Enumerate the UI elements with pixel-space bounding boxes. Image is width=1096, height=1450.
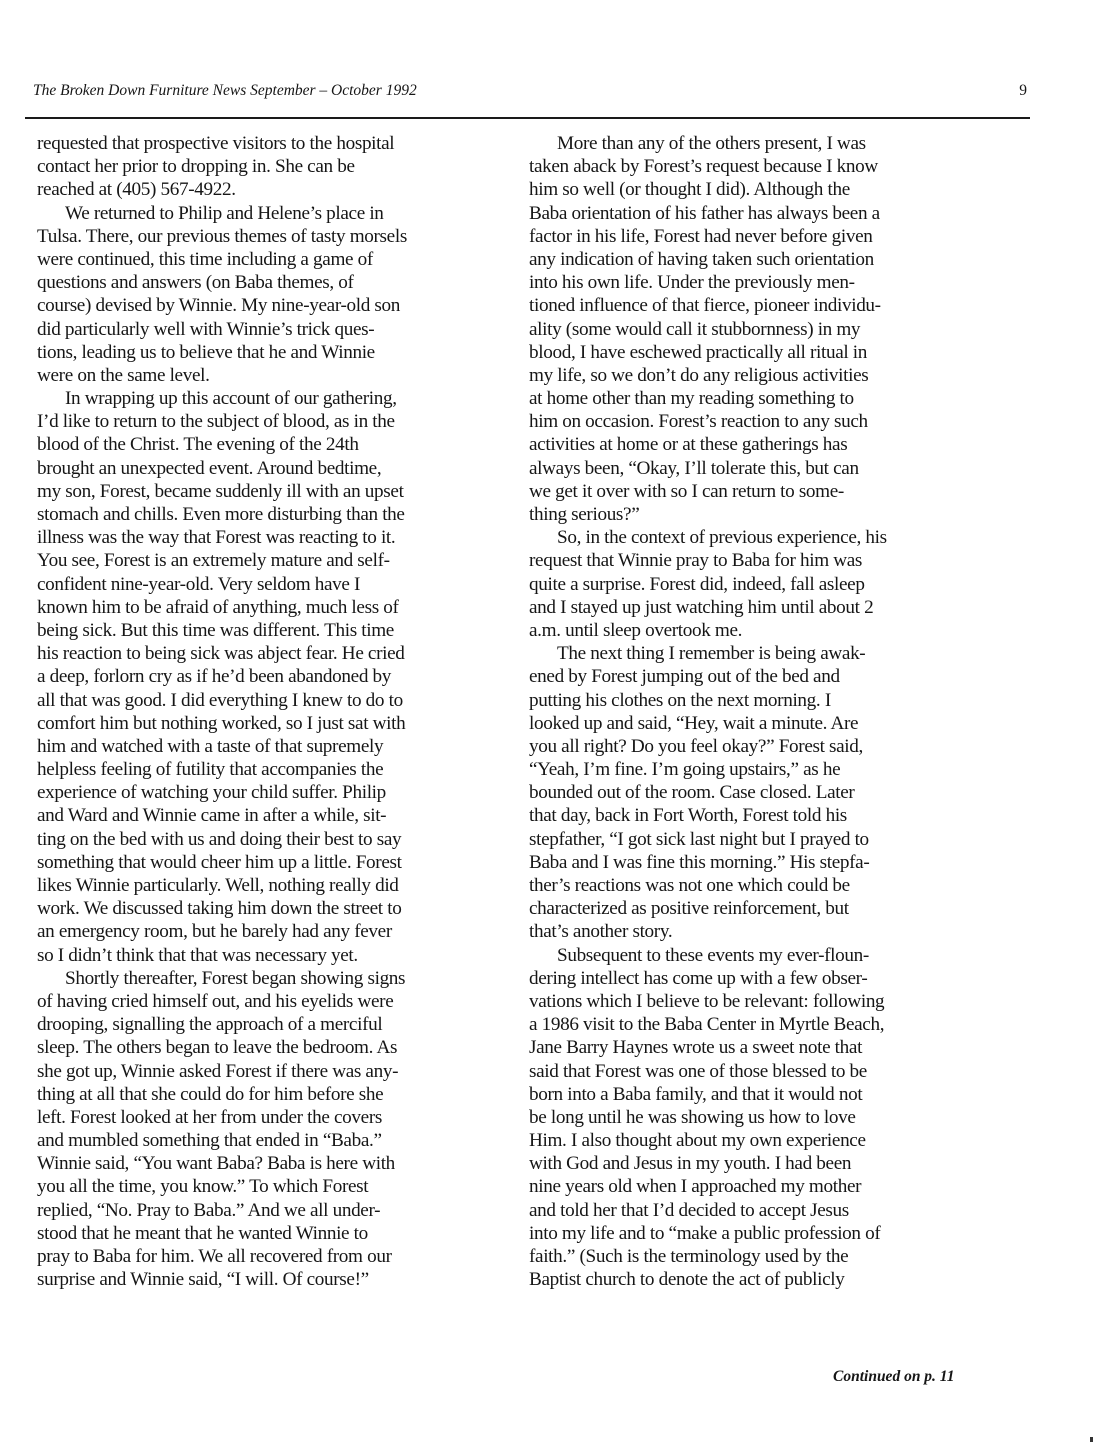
text-line: Baba orientation of his father has always been a xyxy=(529,202,880,224)
text-line: stood that he meant that he wanted Winnie to xyxy=(37,1222,368,1244)
text-line: Baba and I was fine this morning.” His stepfa- xyxy=(529,851,870,873)
text-line: always been, “Okay, I’ll tolerate this, but can xyxy=(529,457,859,479)
text-line: we get it over with so I can return to some- xyxy=(529,480,844,502)
text-line: ality (some would call it stubbornness) in my xyxy=(529,318,861,340)
text-line: said that Forest was one of those blessed to be xyxy=(529,1060,867,1082)
text-line: stomach and chills. Even more disturbing than the xyxy=(37,504,405,525)
text-line: ened by Forest jumping out of the bed and xyxy=(529,666,840,688)
text-line: Baptist church to denote the act of publicly xyxy=(529,1269,845,1291)
text-line: looked up and said, “Hey, wait a minute. Are xyxy=(529,712,859,734)
text-line: of having cried himself out, and his eyelids were xyxy=(37,990,394,1012)
page-number: 9 xyxy=(1019,82,1027,99)
text-line: something that would cheer him up a little. Forest xyxy=(37,851,402,873)
text-line: be long until he was showing us how to love xyxy=(529,1106,856,1128)
text-line: Tulsa. There, our previous themes of tasty morsels xyxy=(37,225,407,247)
text-line: so I didn’t think that that was necessary yet. xyxy=(37,944,358,966)
text-line: Him. I also thought about my own experience xyxy=(529,1130,866,1152)
text-line: did particularly well with Winnie’s trick ques- xyxy=(37,318,375,340)
left-column xyxy=(37,132,497,1291)
text-line: him and watched with a taste of that supremely xyxy=(37,735,384,757)
text-line: putting his clothes on the next morning. I xyxy=(529,689,831,711)
text-line: being sick. But this time was different. This time xyxy=(37,619,394,641)
running-header xyxy=(33,82,1033,106)
text-line: tions, leading us to believe that he and Winnie xyxy=(37,341,375,363)
text-line: contact her prior to dropping in. She can be xyxy=(37,156,355,178)
text-line: that day, back in Fort Worth, Forest told his xyxy=(529,805,847,827)
text-line: ther’s reactions was not one which could be xyxy=(529,875,850,896)
text-line: In wrapping up this account of our gathering, xyxy=(65,388,397,410)
text-line: pray to Baba for him. We all recovered from our xyxy=(37,1246,392,1267)
text-line: We returned to Philip and Helene’s place in xyxy=(65,202,384,224)
text-line: a 1986 visit to the Baba Center in Myrtle Beach, xyxy=(529,1014,885,1036)
text-line: experience of watching your child suffer. Philip xyxy=(37,782,386,804)
text-line: bounded out of the room. Case closed. Later xyxy=(529,782,855,804)
text-line: activities at home or at these gatherings has xyxy=(529,434,848,456)
text-line: ting on the bed with us and doing their best to say xyxy=(37,828,402,850)
text-line: Winnie said, “You want Baba? Baba is here with xyxy=(37,1153,395,1175)
text-line: course) devised by Winnie. My nine-year-old son xyxy=(37,295,401,317)
text-line: comfort him but nothing worked, so I just sat with xyxy=(37,712,406,734)
text-line: Jane Barry Haynes wrote us a sweet note that xyxy=(529,1037,863,1059)
text-line: into my life and to “make a public profession of xyxy=(529,1222,881,1244)
text-line: questions and answers (on Baba themes, of xyxy=(37,272,354,294)
text-line: blood of the Christ. The evening of the 24th xyxy=(37,434,359,456)
header-rule xyxy=(25,117,1030,119)
text-line: illness was the way that Forest was reacting to it. xyxy=(37,527,396,549)
text-line: my son, Forest, became suddenly ill with an upset xyxy=(37,480,404,502)
text-line: blood, I have eschewed practically all ritual in xyxy=(529,341,868,363)
text-line: an emergency room, but he barely had any fever xyxy=(37,921,392,943)
text-line: helpless feeling of futility that accompanies the xyxy=(37,759,384,781)
text-line: faith.” (Such is the terminology used by the xyxy=(529,1246,849,1267)
text-line: thing serious?” xyxy=(529,504,640,525)
text-line: drooping, signalling the approach of a merciful xyxy=(37,1014,383,1036)
text-line: replied, “No. Pray to Baba.” And we all under- xyxy=(37,1199,381,1221)
text-line: him so well (or thought I did). Although the xyxy=(529,179,850,201)
text-line: known him to be afraid of anything, much less of xyxy=(37,596,399,618)
text-line: you all right? Do you feel okay?” Forest said, xyxy=(529,735,863,757)
text-line: vations which I believe to be relevant: following xyxy=(529,990,885,1012)
text-line: reached at (405) 567-4922. xyxy=(37,179,236,201)
text-line: Subsequent to these events my ever-floun- xyxy=(557,944,869,966)
text-line: characterized as positive reinforcement, but xyxy=(529,898,849,920)
text-line: at home other than my reading something to xyxy=(529,388,854,410)
scan-mark xyxy=(1090,1437,1093,1442)
text-line: quite a surprise. Forest did, indeed, fall asleep xyxy=(529,573,865,595)
text-line: I’d like to return to the subject of blood, as in the xyxy=(37,411,395,433)
right-column xyxy=(529,132,999,1291)
text-line: my life, so we don’t do any religious activities xyxy=(529,364,869,386)
text-line: into his own life. Under the previously men- xyxy=(529,272,855,294)
text-line: requested that prospective visitors to the hospital xyxy=(37,133,395,154)
text-line: sleep. The others began to leave the bedroom. As xyxy=(37,1037,398,1059)
text-line: taken aback by Forest’s request because I know xyxy=(529,156,878,178)
text-line: brought an unexpected event. Around bedtime, xyxy=(37,457,382,479)
text-line: left. Forest looked at her from under the covers xyxy=(37,1106,382,1128)
text-line: born into a Baba family, and that it would not xyxy=(529,1083,863,1105)
text-line: his reaction to being sick was abject fear. He cried xyxy=(37,643,405,665)
text-line: and Ward and Winnie came in after a while, sit- xyxy=(37,805,387,827)
text-line: were on the same level. xyxy=(37,364,210,386)
text-line: nine years old when I approached my mother xyxy=(529,1176,862,1198)
text-line: confident nine-year-old. Very seldom have I xyxy=(37,573,361,595)
text-line: thing at all that she could do for him before she xyxy=(37,1083,384,1105)
text-line: any indication of having taken such orientation xyxy=(529,248,874,270)
text-line: a deep, forlorn cry as if he’d been abandoned by xyxy=(37,666,392,688)
text-line: and I stayed up just watching him until about 2 xyxy=(529,596,874,618)
text-line: work. We discussed taking him down the street to xyxy=(37,898,402,920)
text-line: So, in the context of previous experience, his xyxy=(557,527,887,549)
text-line: that’s another story. xyxy=(529,921,673,943)
text-line: “Yeah, I’m fine. I’m going upstairs,” as he xyxy=(529,759,841,781)
text-line: were continued, this time including a game of xyxy=(37,248,373,270)
text-line: tioned influence of that fierce, pioneer individu- xyxy=(529,295,881,317)
text-line: she got up, Winnie asked Forest if there was any- xyxy=(37,1060,399,1082)
text-line: a.m. until sleep overtook me. xyxy=(529,619,743,641)
text-line: factor in his life, Forest had never before given xyxy=(529,225,873,247)
text-line: all that was good. I did everything I knew to do to xyxy=(37,689,403,711)
continued-note: Continued on p. 11 xyxy=(833,1368,955,1385)
text-line: him on occasion. Forest’s reaction to any such xyxy=(529,411,868,433)
text-line: with God and Jesus in my youth. I had been xyxy=(529,1153,852,1175)
text-line: and mumbled something that ended in “Baba.” xyxy=(37,1130,382,1152)
text-line: likes Winnie particularly. Well, nothing really did xyxy=(37,875,399,896)
text-line: Shortly thereafter, Forest began showing signs xyxy=(65,967,406,989)
text-line: request that Winnie pray to Baba for him was xyxy=(529,550,863,572)
text-line: You see, Forest is an extremely mature and self- xyxy=(37,550,390,572)
publication-title: The Broken Down Furniture News September – October 1992 xyxy=(33,82,417,99)
text-line: The next thing I remember is being awak- xyxy=(557,643,866,665)
text-line: and told her that I’d decided to accept Jesus xyxy=(529,1199,849,1221)
text-line: you all the time, you know.” To which Forest xyxy=(37,1176,369,1198)
text-line: More than any of the others present, I was xyxy=(557,133,866,154)
text-line: dering intellect has come up with a few obser- xyxy=(529,967,868,989)
text-line: surprise and Winnie said, “I will. Of course!” xyxy=(37,1269,369,1291)
text-line: stepfather, “I got sick last night but I prayed to xyxy=(529,828,869,850)
